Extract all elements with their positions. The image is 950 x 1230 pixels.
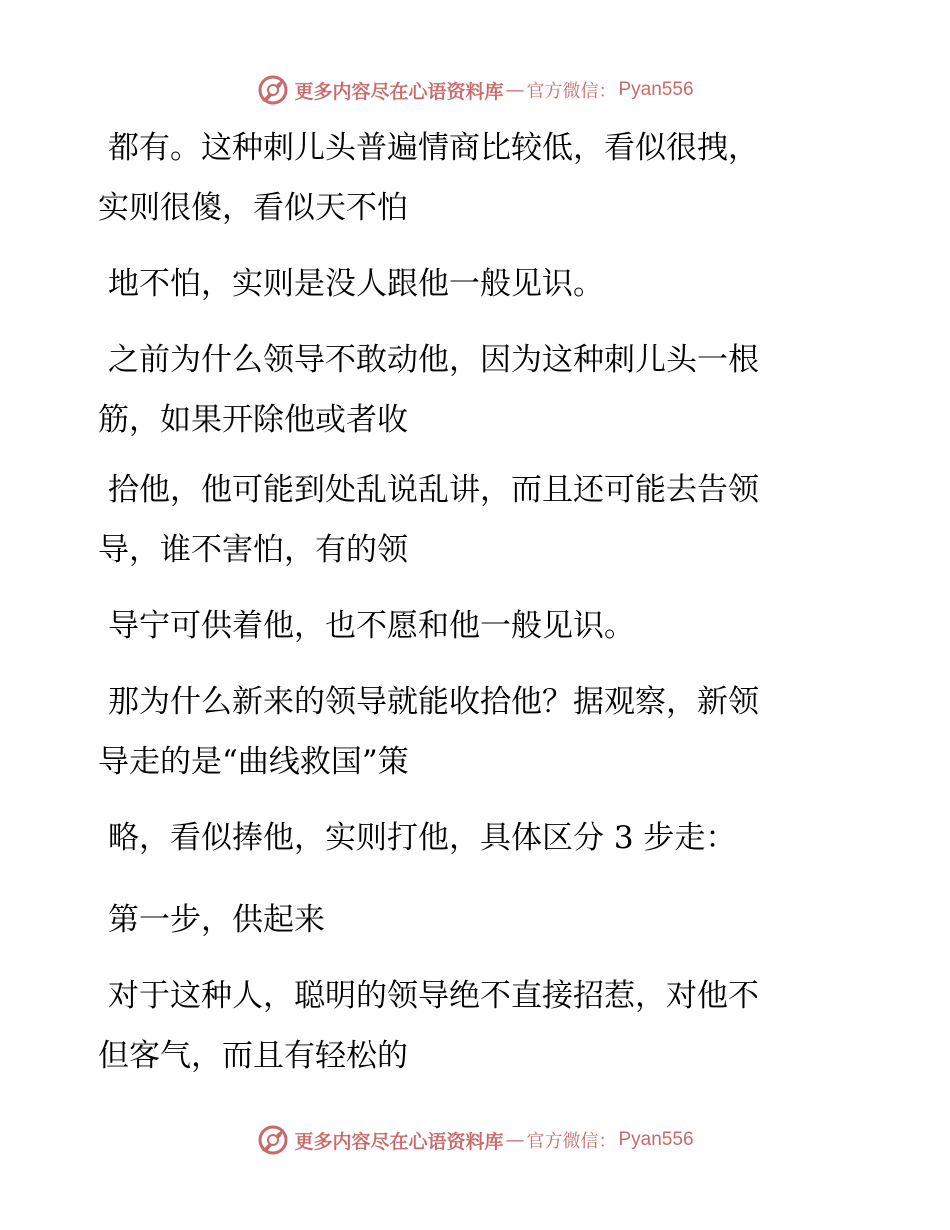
header-separator: —	[505, 79, 525, 101]
quill-logo-icon	[256, 73, 290, 107]
text-line: 拾他，他可能到处乱说乱讲，而且还可能去告领	[108, 472, 759, 508]
paragraph	[98, 802, 838, 874]
footer-site-name: 更多内容尽在心语资料库	[294, 1130, 504, 1153]
footer-separator: —	[505, 1129, 525, 1151]
paragraph	[98, 884, 838, 956]
paragraph	[98, 966, 838, 1086]
text-line: 对于这种人，聪明的领导绝不直接招惹，对他不	[108, 978, 759, 1014]
text-line: 都有。这种刺儿头普遍情商比较低，看似很拽，	[108, 130, 759, 166]
header-watermark	[0, 70, 950, 110]
paragraph	[98, 460, 838, 580]
header-wechat-label: 官方微信：	[526, 81, 617, 102]
text-line: 之前为什么领导不敢动他，因为这种刺儿头一根	[108, 342, 759, 378]
text-line: 但客气，而且有轻松的	[98, 1038, 408, 1074]
text-line: 导，谁不害怕，有的领	[98, 532, 408, 568]
text-line: 略，看似捧他，实则打他，具体区分 3 步走：	[108, 820, 737, 856]
footer-watermark	[0, 1120, 950, 1160]
paragraph	[98, 248, 838, 320]
body-text	[98, 118, 838, 1096]
text-line: 筋，如果开除他或者收	[98, 402, 408, 438]
footer-wechat-label: 官方微信：	[526, 1131, 617, 1152]
text-line: 实则很傻，看似天不怕	[98, 190, 408, 226]
paragraph	[98, 590, 838, 662]
paragraph	[98, 118, 838, 238]
paragraph	[98, 672, 838, 792]
quill-logo-icon	[256, 1123, 290, 1157]
text-line: 那为什么新来的领导就能收拾他？据观察，新领	[108, 684, 759, 720]
text-line: 第一步，供起来	[108, 902, 325, 938]
text-line: 地不怕，实则是没人跟他一般见识。	[108, 266, 604, 302]
paragraph	[98, 330, 838, 450]
text-line: 导宁可供着他，也不愿和他一般见识。	[108, 608, 635, 644]
text-line: 导走的是“曲线救国”策	[98, 744, 409, 780]
header-wechat-id: Pyan556	[618, 79, 694, 100]
header-site-name: 更多内容尽在心语资料库	[294, 80, 504, 103]
footer-wechat-id: Pyan556	[618, 1129, 694, 1150]
